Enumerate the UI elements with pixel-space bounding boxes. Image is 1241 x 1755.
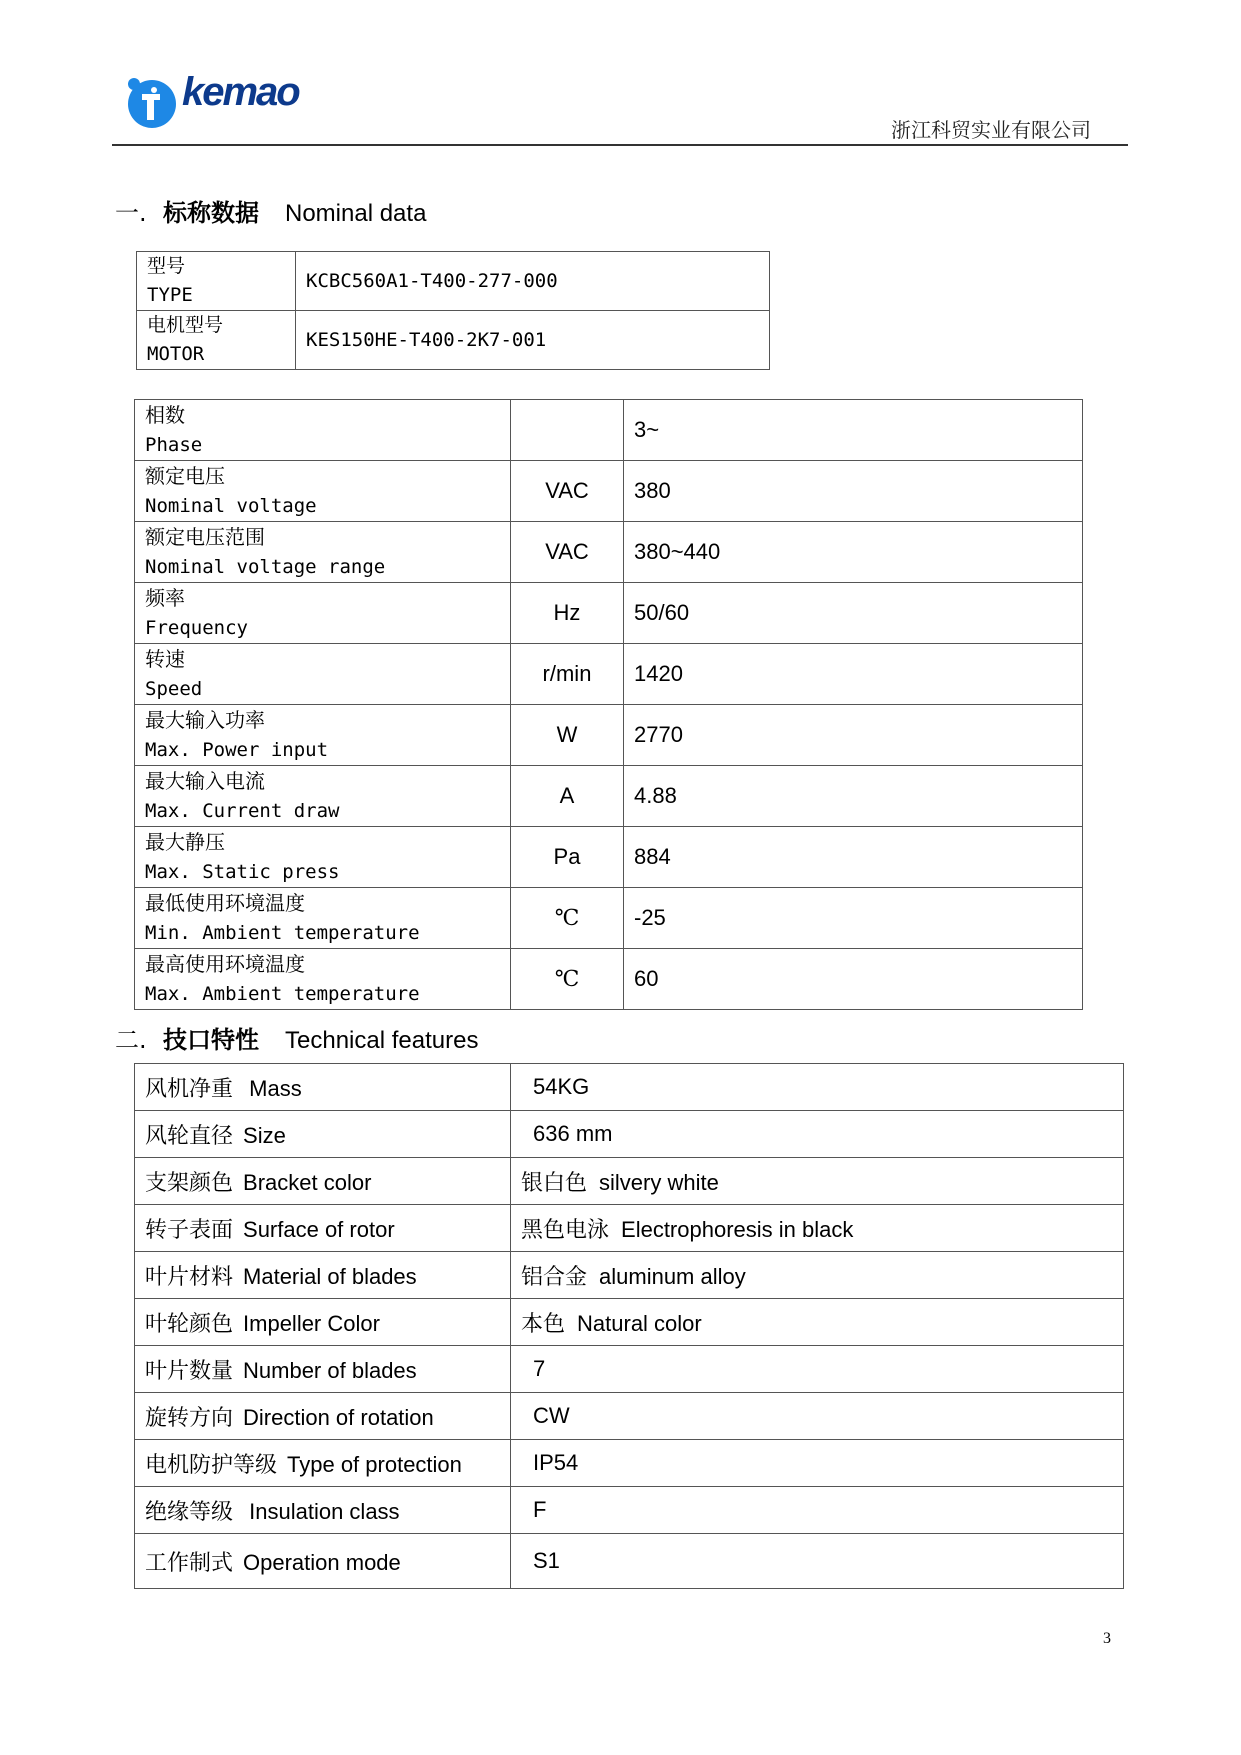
logo-wordmark: kemao	[182, 70, 299, 114]
label-en: Size	[243, 1122, 286, 1148]
label-en: Insulation class	[249, 1498, 400, 1524]
label-zh: 绝缘等级	[145, 1499, 234, 1525]
table-row	[135, 522, 1083, 583]
label-cell	[135, 1064, 511, 1111]
label-en: Number of blades	[243, 1357, 417, 1383]
table-row	[135, 888, 1083, 949]
table-row	[135, 1534, 1124, 1589]
label-zh: 最大输入电流	[145, 769, 265, 793]
label-cell	[135, 1205, 511, 1252]
table-row	[135, 1064, 1124, 1111]
value-cell: 380~440	[624, 522, 1083, 583]
unit-cell: r/min	[511, 644, 624, 705]
logo-mark-icon	[120, 72, 180, 132]
label-en: MOTOR	[147, 343, 205, 365]
unit-cell: ℃	[511, 949, 624, 1010]
label-cell	[135, 461, 511, 522]
section-number: 一.	[115, 199, 147, 227]
label-zh: 旋转方向	[145, 1405, 234, 1431]
label-zh: 电机防护等级	[145, 1452, 278, 1478]
table-row	[137, 252, 770, 311]
label-cell	[135, 1346, 511, 1393]
section-heading-technical	[115, 1020, 478, 1055]
nominal-data-table	[134, 399, 1083, 1010]
label-cell	[135, 888, 511, 949]
value-cell	[511, 1346, 1124, 1393]
label-en: Min. Ambient temperature	[145, 922, 420, 944]
unit-cell: Hz	[511, 583, 624, 644]
unit-cell: W	[511, 705, 624, 766]
section-title-zh: 技口特性	[163, 1026, 259, 1054]
label-zh: 最低使用环境温度	[145, 891, 305, 915]
label-zh: 叶片材料	[145, 1264, 234, 1290]
label-zh: 转速	[145, 647, 185, 671]
label-zh: 额定电压范围	[145, 525, 265, 549]
table-row	[135, 827, 1083, 888]
company-logo	[120, 70, 310, 132]
value-cell	[511, 1534, 1124, 1589]
value-cell	[511, 1299, 1124, 1346]
value-en: S1	[533, 1548, 560, 1573]
table-row	[135, 1393, 1124, 1440]
label-en: Speed	[145, 678, 203, 700]
section-number: 二.	[115, 1026, 147, 1054]
value-zh: 银白色	[521, 1170, 588, 1196]
table-row	[135, 583, 1083, 644]
label-en: Nominal voltage	[145, 495, 317, 517]
label-zh: 额定电压	[145, 464, 225, 488]
value-cell: 60	[624, 949, 1083, 1010]
label-cell	[135, 949, 511, 1010]
value-zh: 本色	[521, 1311, 566, 1337]
value-cell	[511, 1252, 1124, 1299]
label-zh: 转子表面	[145, 1217, 234, 1243]
header-divider	[112, 144, 1128, 146]
value-cell: -25	[624, 888, 1083, 949]
value-en: 636 mm	[533, 1121, 613, 1146]
value-cell: 380	[624, 461, 1083, 522]
label-zh: 支架颜色	[145, 1170, 234, 1196]
label-en: Max. Current draw	[145, 800, 340, 822]
value-cell	[511, 1064, 1124, 1111]
table-row	[137, 311, 770, 370]
value-cell: 1420	[624, 644, 1083, 705]
value-en: Natural color	[577, 1310, 702, 1336]
label-cell	[135, 1487, 511, 1534]
value-cell: 3~	[624, 400, 1083, 461]
table-row	[135, 400, 1083, 461]
value-zh: 黑色电泳	[521, 1217, 610, 1243]
label-en: Phase	[145, 434, 203, 456]
table-row	[135, 1205, 1124, 1252]
value-cell	[511, 1205, 1124, 1252]
value-en: F	[533, 1497, 547, 1522]
label-en: Type of protection	[287, 1451, 462, 1477]
value-en: silvery white	[599, 1169, 719, 1195]
unit-cell	[511, 400, 624, 461]
label-en: Mass	[249, 1075, 302, 1101]
value-cell	[511, 1393, 1124, 1440]
label-en: Direction of rotation	[243, 1404, 434, 1430]
unit-cell: VAC	[511, 522, 624, 583]
label-cell	[135, 644, 511, 705]
label-cell	[135, 583, 511, 644]
technical-features-table	[134, 1063, 1124, 1589]
label-cell	[135, 400, 511, 461]
label-en: Max. Power input	[145, 739, 329, 761]
label-zh: 工作制式	[145, 1550, 234, 1576]
value-en: IP54	[533, 1450, 579, 1475]
label-zh: 叶片数量	[145, 1358, 234, 1384]
label-en: Material of blades	[243, 1263, 417, 1289]
value-cell: 2770	[624, 705, 1083, 766]
table-row	[135, 1346, 1124, 1393]
label-cell	[135, 1111, 511, 1158]
value-cell	[511, 1111, 1124, 1158]
table-row	[135, 1299, 1124, 1346]
value-cell: KCBC560A1-T400-277-000	[296, 252, 770, 311]
label-zh: 风机净重	[145, 1076, 234, 1102]
label-en: Impeller Color	[243, 1310, 380, 1336]
value-en: Electrophoresis in black	[621, 1216, 854, 1242]
label-cell	[135, 705, 511, 766]
unit-cell: ℃	[511, 888, 624, 949]
label-zh: 频率	[145, 586, 185, 610]
value-cell: 4.88	[624, 766, 1083, 827]
value-en: CW	[533, 1403, 570, 1428]
identification-table	[136, 251, 770, 370]
label-en: Max. Static press	[145, 861, 340, 883]
value-zh: 铝合金	[521, 1264, 588, 1290]
value-en: aluminum alloy	[599, 1263, 746, 1289]
label-cell	[135, 766, 511, 827]
page-number: 3	[1103, 1630, 1111, 1647]
value-cell	[511, 1487, 1124, 1534]
table-row	[135, 1111, 1124, 1158]
value-en: 54KG	[533, 1074, 590, 1099]
section-title-en: Technical features	[285, 1027, 479, 1054]
value-cell: 50/60	[624, 583, 1083, 644]
table-row	[135, 1158, 1124, 1205]
label-zh: 电机型号	[147, 315, 224, 336]
table-row	[135, 949, 1083, 1010]
table-row	[135, 461, 1083, 522]
label-cell	[135, 1393, 511, 1440]
label-cell	[137, 311, 296, 370]
label-cell	[135, 1440, 511, 1487]
label-cell	[135, 1299, 511, 1346]
label-en: Max. Ambient temperature	[145, 983, 420, 1005]
unit-cell: A	[511, 766, 624, 827]
value-cell	[511, 1440, 1124, 1487]
label-en: Surface of rotor	[243, 1216, 395, 1242]
value-cell	[511, 1158, 1124, 1205]
table-row	[135, 1252, 1124, 1299]
label-en: Nominal voltage range	[145, 556, 386, 578]
label-cell	[135, 827, 511, 888]
label-cell	[135, 522, 511, 583]
unit-cell: Pa	[511, 827, 624, 888]
label-zh: 风轮直径	[145, 1123, 234, 1149]
label-en: Operation mode	[243, 1549, 401, 1575]
table-row	[135, 644, 1083, 705]
section-title-zh: 标称数据	[163, 199, 259, 227]
label-zh: 叶轮颜色	[145, 1311, 234, 1337]
label-zh: 最大输入功率	[145, 708, 265, 732]
section-heading-nominal	[115, 193, 426, 228]
label-cell	[135, 1158, 511, 1205]
label-en: Frequency	[145, 617, 248, 639]
label-en: Bracket color	[243, 1169, 372, 1195]
label-en: TYPE	[147, 284, 193, 306]
label-cell	[135, 1252, 511, 1299]
section-title-en: Nominal data	[285, 200, 427, 227]
value-en: 7	[533, 1356, 546, 1381]
table-row	[135, 705, 1083, 766]
value-cell: 884	[624, 827, 1083, 888]
label-zh: 最高使用环境温度	[145, 952, 305, 976]
label-zh: 相数	[145, 403, 185, 427]
table-row	[135, 766, 1083, 827]
value-cell: KES150HE-T400-2K7-001	[296, 311, 770, 370]
table-row	[135, 1487, 1124, 1534]
label-zh: 最大静压	[145, 830, 225, 854]
label-cell	[137, 252, 296, 311]
company-name: 浙江科贸实业有限公司	[891, 118, 1091, 142]
unit-cell: VAC	[511, 461, 624, 522]
label-zh: 型号	[147, 256, 186, 277]
table-row	[135, 1440, 1124, 1487]
label-cell	[135, 1534, 511, 1589]
